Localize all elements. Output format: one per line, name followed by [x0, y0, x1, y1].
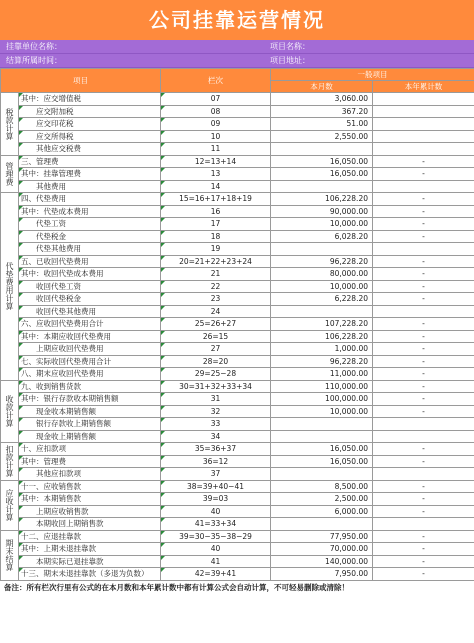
row-month[interactable]: [271, 518, 373, 531]
row-item[interactable]: 其他费用: [19, 180, 161, 193]
row-year[interactable]: [373, 305, 474, 318]
row-col[interactable]: 23: [161, 293, 271, 306]
row-col[interactable]: 10: [161, 130, 271, 143]
row-month[interactable]: 96,228.20: [271, 355, 373, 368]
row-year[interactable]: -: [373, 155, 474, 168]
row-col[interactable]: 37: [161, 468, 271, 481]
row-col[interactable]: 15=16+17+18+19: [161, 193, 271, 206]
page-title: 公司挂靠运营情况: [0, 0, 474, 40]
row-col[interactable]: 33: [161, 418, 271, 431]
row-year[interactable]: [373, 130, 474, 143]
row-item[interactable]: 上期应收回代垫费用: [19, 343, 161, 356]
row-month[interactable]: 90,000.00: [271, 205, 373, 218]
row-col[interactable]: 39=03: [161, 493, 271, 506]
table-row: [1, 493, 474, 506]
row-year[interactable]: -: [373, 368, 474, 381]
row-year[interactable]: -: [373, 280, 474, 293]
table-row: [1, 118, 474, 131]
row-col[interactable]: 29=25−28: [161, 368, 271, 381]
table-row: [1, 143, 474, 156]
row-month[interactable]: 16,050.00: [271, 155, 373, 168]
row-month[interactable]: 96,228.20: [271, 255, 373, 268]
unit-label: 挂靠单位名称：: [6, 42, 62, 51]
row-item[interactable]: 其中：银行存款收本期销售额: [19, 393, 161, 406]
table-row: [1, 343, 474, 356]
row-year[interactable]: -: [373, 355, 474, 368]
row-col[interactable]: 28=20: [161, 355, 271, 368]
row-year[interactable]: -: [373, 568, 474, 581]
row-month[interactable]: 10,000.00: [271, 405, 373, 418]
row-item[interactable]: 收回代垫税金: [19, 293, 161, 306]
header-year: 本年累计数: [373, 81, 474, 93]
row-item[interactable]: 代垫其他费用: [19, 243, 161, 256]
table-row: [1, 418, 474, 431]
row-year[interactable]: [373, 518, 474, 531]
row-month[interactable]: [271, 418, 373, 431]
row-col[interactable]: 34: [161, 430, 271, 443]
row-year[interactable]: [373, 180, 474, 193]
row-year[interactable]: -: [373, 168, 474, 181]
row-col[interactable]: 38=39+40−41: [161, 480, 271, 493]
table-row: [1, 268, 474, 281]
row-month[interactable]: 70,000.00: [271, 543, 373, 556]
row-year[interactable]: -: [373, 343, 474, 356]
row-year[interactable]: [373, 143, 474, 156]
row-col[interactable]: 32: [161, 405, 271, 418]
table-row: [1, 218, 474, 231]
row-col[interactable]: 31: [161, 393, 271, 406]
table-row: [1, 305, 474, 318]
row-item[interactable]: 银行存款收上期销售额: [19, 418, 161, 431]
row-item[interactable]: 其中：本期应收回代垫费用: [19, 330, 161, 343]
table-row: [1, 243, 474, 256]
row-year[interactable]: -: [373, 530, 474, 543]
row-col[interactable]: 08: [161, 105, 271, 118]
category-mgmt: 管理费: [1, 155, 19, 193]
row-item[interactable]: 六、应收回代垫费用合计: [19, 318, 161, 331]
row-month[interactable]: 77,950.00: [271, 530, 373, 543]
row-month[interactable]: 2,550.00: [271, 130, 373, 143]
table-row: [1, 230, 474, 243]
row-month[interactable]: [271, 180, 373, 193]
header-month: 本月数: [271, 81, 373, 93]
row-month[interactable]: [271, 430, 373, 443]
row-col[interactable]: 41: [161, 555, 271, 568]
row-col[interactable]: 41=33+34: [161, 518, 271, 531]
header-general: 一般项目: [271, 69, 474, 81]
row-year[interactable]: -: [373, 255, 474, 268]
row-item[interactable]: 其中：管理费: [19, 455, 161, 468]
table-row: [1, 355, 474, 368]
row-item[interactable]: 本期实际已退挂靠款: [19, 555, 161, 568]
row-col[interactable]: 16: [161, 205, 271, 218]
project-name-label: 项目名称：: [270, 42, 310, 51]
row-year[interactable]: -: [373, 193, 474, 206]
table-body: [1, 93, 474, 581]
row-col[interactable]: 14: [161, 180, 271, 193]
row-item[interactable]: 十三、期末未退挂靠款（多退为负数）: [19, 568, 161, 581]
info-row-1: [0, 40, 474, 54]
row-item[interactable]: 收回代垫工资: [19, 280, 161, 293]
row-item[interactable]: 其中：上期未退挂靠款: [19, 543, 161, 556]
row-year[interactable]: -: [373, 493, 474, 506]
row-col[interactable]: 40: [161, 543, 271, 556]
row-col[interactable]: 07: [161, 93, 271, 106]
header-col: 栏次: [161, 69, 271, 93]
table-row: [1, 130, 474, 143]
row-month[interactable]: 16,050.00: [271, 443, 373, 456]
row-month[interactable]: 106,228.20: [271, 193, 373, 206]
row-item[interactable]: 十一、应收销售款: [19, 480, 161, 493]
row-month[interactable]: 140,000.00: [271, 555, 373, 568]
row-item[interactable]: 四、代垫费用: [19, 193, 161, 206]
row-col[interactable]: 13: [161, 168, 271, 181]
table-row: [1, 180, 474, 193]
footnote: 备注：所有栏次行里有公式的在本月数和本年累计数中都有计算公式会自动计算，不可轻易删除或清除！: [4, 582, 349, 592]
row-month[interactable]: 10,000.00: [271, 218, 373, 231]
row-month[interactable]: [271, 468, 373, 481]
table-row: [1, 380, 474, 393]
row-item[interactable]: 应交附加税: [19, 105, 161, 118]
row-col[interactable]: 26=15: [161, 330, 271, 343]
table-row: [1, 530, 474, 543]
table-row: [1, 318, 474, 331]
row-year[interactable]: -: [373, 218, 474, 231]
row-col[interactable]: 18: [161, 230, 271, 243]
row-year[interactable]: [373, 93, 474, 106]
row-col[interactable]: 12=13+14: [161, 155, 271, 168]
row-month[interactable]: 16,050.00: [271, 168, 373, 181]
row-year[interactable]: -: [373, 293, 474, 306]
project-addr-label: 项目地址：: [270, 56, 310, 65]
row-item[interactable]: 十、应扣款项: [19, 443, 161, 456]
row-month[interactable]: 110,000.00: [271, 380, 373, 393]
row-item[interactable]: 其中：代垫成本费用: [19, 205, 161, 218]
row-col[interactable]: 21: [161, 268, 271, 281]
row-month[interactable]: [271, 305, 373, 318]
row-item[interactable]: 其中：收回代垫成本费用: [19, 268, 161, 281]
table-row: [1, 568, 474, 581]
row-year[interactable]: -: [373, 443, 474, 456]
row-month[interactable]: 6,028.20: [271, 230, 373, 243]
table-row: [1, 105, 474, 118]
row-year[interactable]: -: [373, 393, 474, 406]
row-year[interactable]: -: [373, 480, 474, 493]
table-row: [1, 543, 474, 556]
row-col[interactable]: 22: [161, 280, 271, 293]
row-item[interactable]: 其中：挂靠管理费: [19, 168, 161, 181]
category-end: 期末结算: [1, 530, 19, 580]
row-col[interactable]: 36=12: [161, 455, 271, 468]
row-month[interactable]: [271, 243, 373, 256]
row-item[interactable]: 现金收本期销售额: [19, 405, 161, 418]
table-row: [1, 255, 474, 268]
row-item[interactable]: 代垫税金: [19, 230, 161, 243]
row-year[interactable]: [373, 243, 474, 256]
table-row: [1, 430, 474, 443]
row-year[interactable]: -: [373, 230, 474, 243]
row-col[interactable]: 39=30−35−38−29: [161, 530, 271, 543]
row-month[interactable]: 80,000.00: [271, 268, 373, 281]
row-col[interactable]: 27: [161, 343, 271, 356]
row-month[interactable]: 3,060.00: [271, 93, 373, 106]
table-row: [1, 405, 474, 418]
row-month[interactable]: 51.00: [271, 118, 373, 131]
row-item[interactable]: 代垫工资: [19, 218, 161, 231]
row-month[interactable]: 2,500.00: [271, 493, 373, 506]
row-year[interactable]: [373, 430, 474, 443]
row-col[interactable]: 19: [161, 243, 271, 256]
table-row: [1, 468, 474, 481]
row-item[interactable]: 五、已收回代垫费用: [19, 255, 161, 268]
row-month[interactable]: 100,000.00: [271, 393, 373, 406]
row-item[interactable]: 应交印花税: [19, 118, 161, 131]
table-row: [1, 93, 474, 106]
period-label: 结算所属时间：: [6, 56, 62, 65]
table-row: [1, 280, 474, 293]
row-year[interactable]: -: [373, 455, 474, 468]
row-item[interactable]: 九、收到销售货款: [19, 380, 161, 393]
row-month[interactable]: 10,000.00: [271, 280, 373, 293]
table-row: [1, 555, 474, 568]
row-item[interactable]: 八、期末应收回代垫费用: [19, 368, 161, 381]
row-item[interactable]: 其他应交税费: [19, 143, 161, 156]
row-month[interactable]: 107,228.20: [271, 318, 373, 331]
row-year[interactable]: -: [373, 268, 474, 281]
row-col[interactable]: 35=36+37: [161, 443, 271, 456]
row-col[interactable]: 30=31+32+33+34: [161, 380, 271, 393]
row-month[interactable]: 6,000.00: [271, 505, 373, 518]
category-receipt: 收款计算: [1, 380, 19, 443]
table-row: [1, 505, 474, 518]
row-year[interactable]: -: [373, 318, 474, 331]
table-row: [1, 393, 474, 406]
row-month[interactable]: [271, 143, 373, 156]
header-item: 项目: [1, 69, 161, 93]
table-row: [1, 155, 474, 168]
row-month[interactable]: 11,000.00: [271, 368, 373, 381]
row-year[interactable]: [373, 418, 474, 431]
category-tax: 税款计算: [1, 93, 19, 156]
row-year[interactable]: [373, 105, 474, 118]
table-row: [1, 193, 474, 206]
table-row: [1, 293, 474, 306]
category-adv: 代垫费用计算: [1, 193, 19, 381]
table-row: [1, 443, 474, 456]
row-year[interactable]: -: [373, 405, 474, 418]
table-row: [1, 330, 474, 343]
row-year[interactable]: -: [373, 205, 474, 218]
table-row: [1, 368, 474, 381]
table-row: [1, 205, 474, 218]
report-table: [0, 68, 474, 581]
row-col[interactable]: 24: [161, 305, 271, 318]
row-item[interactable]: 收回代垫其他费用: [19, 305, 161, 318]
row-col[interactable]: 42=39+41: [161, 568, 271, 581]
table-row: [1, 455, 474, 468]
category-recv: 应收计算: [1, 480, 19, 530]
row-month[interactable]: 7,950.00: [271, 568, 373, 581]
row-year[interactable]: [373, 468, 474, 481]
row-item[interactable]: 七、实际收回代垫费用合计: [19, 355, 161, 368]
row-month[interactable]: 1,000.00: [271, 343, 373, 356]
row-item[interactable]: 现金收上期销售额: [19, 430, 161, 443]
row-year[interactable]: -: [373, 505, 474, 518]
row-col[interactable]: 25=26+27: [161, 318, 271, 331]
row-year[interactable]: -: [373, 543, 474, 556]
row-item[interactable]: 其中：应交增值税: [19, 93, 161, 106]
row-month[interactable]: 16,050.00: [271, 455, 373, 468]
row-month[interactable]: 367.20: [271, 105, 373, 118]
row-col[interactable]: 17: [161, 218, 271, 231]
row-year[interactable]: -: [373, 330, 474, 343]
category-deduct: 扣款计算: [1, 443, 19, 481]
table-row: [1, 518, 474, 531]
row-col[interactable]: 09: [161, 118, 271, 131]
row-month[interactable]: 6,228.20: [271, 293, 373, 306]
table-row: [1, 480, 474, 493]
row-item[interactable]: 三、管理费: [19, 155, 161, 168]
row-item[interactable]: 其中：本期销售款: [19, 493, 161, 506]
row-item[interactable]: 上期应收销售款: [19, 505, 161, 518]
row-item[interactable]: 其他应扣款项: [19, 468, 161, 481]
table-row: [1, 168, 474, 181]
row-col[interactable]: 11: [161, 143, 271, 156]
row-month[interactable]: 8,500.00: [271, 480, 373, 493]
row-col[interactable]: 20=21+22+23+24: [161, 255, 271, 268]
info-row-2: [0, 54, 474, 68]
row-month[interactable]: 106,228.20: [271, 330, 373, 343]
row-year[interactable]: -: [373, 555, 474, 568]
row-year[interactable]: -: [373, 380, 474, 393]
row-item[interactable]: 本期收回上期销售款: [19, 518, 161, 531]
row-item[interactable]: 十二、应退挂靠款: [19, 530, 161, 543]
row-col[interactable]: 40: [161, 505, 271, 518]
row-item[interactable]: 应交所得税: [19, 130, 161, 143]
row-year[interactable]: [373, 118, 474, 131]
